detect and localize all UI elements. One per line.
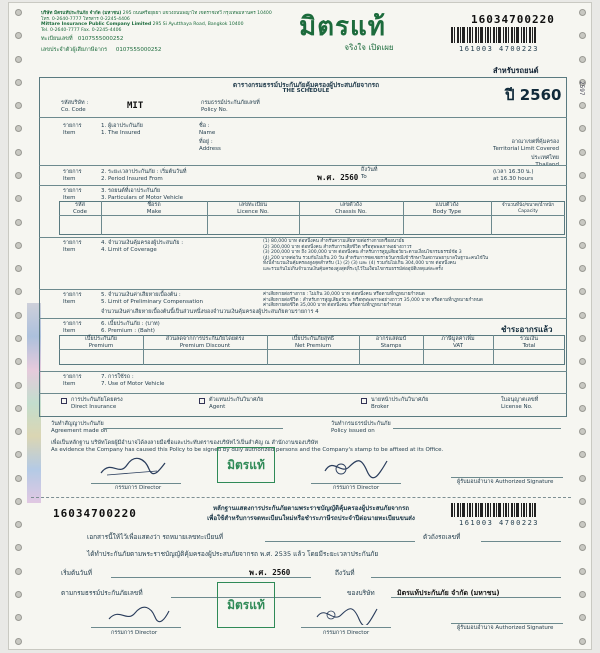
premium-col-net: เบี้ยประกันภัยสุทธิ Net Premium <box>291 336 335 349</box>
stub-from-label: เริ่มต้นวันที่ <box>61 569 93 577</box>
stub-authorized-label: ผู้รับมอบอำนาจ Authorized Signature <box>457 625 554 631</box>
vehicle-col-make: ชื่อรถ Make <box>146 202 162 215</box>
channel-broker[interactable]: นายหน้าประกันวินาศภัย Broker <box>361 397 428 411</box>
stub-line1b: ตัวถังรถเลขที่ <box>423 533 461 541</box>
director-label-2: กรรมการ Director <box>333 485 380 491</box>
item2-no: รายการ Item <box>63 169 82 182</box>
stub-line1: เอกสารนี้ให้ไว้เพื่อแสดงว่า รถหมายเลขทะเบียนที่ <box>87 533 224 541</box>
barcode-number-stub: 161003 4700223 <box>459 519 540 527</box>
director-signature-2 <box>321 453 391 481</box>
item2-label: 2. ระยะเวลาประกันภัย : เริ่มต้นวันที่ 2. Period Insured From <box>101 169 187 182</box>
schedule-year: ปี 2560 <box>505 86 562 104</box>
item2-to-label: ถึงวันที่ To <box>361 167 378 180</box>
stub-director-signature-1 <box>105 603 171 625</box>
item4-no: รายการ Item <box>63 240 82 253</box>
policy-issued-label: วันทำกรมธรรม์ประกันภัย Policy issued on <box>331 421 391 434</box>
barcode-top <box>451 27 561 43</box>
item1-address-label: ที่อยู่ : Address <box>199 139 221 152</box>
item1-name-label: ชื่อ : Name <box>199 123 216 136</box>
vehicle-col-chassis: เลขตัวถัง Chassis No. <box>335 202 367 215</box>
item2-time: (เวลา 16.30 น.) at 16.30 hours <box>493 169 534 182</box>
stub-director-signature-2 <box>313 603 379 625</box>
co-code-value: MIT <box>127 101 144 111</box>
premium-col-total: รวมเงิน Total <box>520 336 538 349</box>
vehicle-col-body: แบบตัวถัง Body Type <box>432 202 462 215</box>
schedule-title-en: THE SCHEDULE <box>282 88 330 94</box>
company-name-en: Mittare Insurance Public Company Limited <box>41 22 152 27</box>
sheet-content <box>31 7 571 647</box>
policy-number-top: 16034700220 <box>471 13 555 26</box>
license-no-label: ใบอนุญาตเลขที่ License No. <box>501 397 539 410</box>
stub-from-value: พ.ศ. 2560 <box>249 568 291 577</box>
item1-no: รายการ Item <box>63 123 82 136</box>
logo-slogan: จริงใจ เปิดเผย <box>344 43 394 52</box>
item7-no: รายการ Item <box>63 374 82 387</box>
company-header <box>41 11 291 53</box>
vehicle-col-capacity: จำนวนที่นั่ง/ขนาด/น้ำหนัก Capacity <box>501 203 555 214</box>
item4-coverage-lines: (1) 80,000 บาท ต่อหนึ่งคน สำหรับความเสียหายต่อร่างกายหรืออนามัย (2) 300,000 บาท ต่อหนึ่งคน สำหรับการเสียชีวิต หรือทุพพลภาพอย่างถาวร (3) 200,000 บาท ถึง 300,000 บาท ต่อหนึ่งคน สำหรับการสูญเสียอวัยวะตามเงื่อนไขกรมธรรม์ข้อ 3 (4) 200 บาทต่อวัน รวมกันไม่เกิน 20 วัน สำหรับการชดเชยรายวันกรณีเข้ารักษาในสถานพยาบาลในฐานะคนไข้ใน ทั้งนี้จำนวนเงินคุ้มครองสูงสุดสำหรับ (1) (2) (3) และ (4) รวมกันไม่เกิน 304,000 บาท ต่อหนึ่งคน และรวมกันไม่เกินจำนวนเงินคุ้มครองสูงสุดที่ระบุไว้ในเงื่อนไขกรมธรรม์ต่ออุบัติเหตุแต่ละครั้ง <box>263 239 489 272</box>
item3-no: รายการ Item <box>63 188 82 201</box>
perforation <box>31 497 571 498</box>
tax-label-2: เลขประจำตัวผู้เสียภาษีอากร <box>41 46 108 53</box>
tax-id: 0107555000252 <box>77 36 124 42</box>
policy-no-label: กรมธรรม์ประกันภัยเลขที่ Policy No. <box>201 100 260 113</box>
stub-company-value: มิตรแท้ประกันภัย จำกัด (มหาชน) <box>397 589 500 597</box>
item1-label: 1. ผู้เอาประกันภัย 1. The Insured <box>101 123 143 136</box>
stub-policy-label: ตามกรมธรรม์ประกันภัยเลขที่ <box>61 589 143 597</box>
company-address-th: 295 ถนนศรีอยุธยา แขวงถนนพญาไท เขตราชเทวี กรุงเทพมหานคร 10400 <box>122 11 272 16</box>
authorized-label: ผู้รับมอบอำนาจ Authorized Signature <box>457 479 554 485</box>
broker-checkbox[interactable] <box>361 398 367 404</box>
agent-checkbox[interactable] <box>199 398 205 404</box>
vehicle-col-licence: เลขทะเบียน Licence No. <box>237 202 269 215</box>
stub-line2: ได้ทำประกันภัยตามพระราชบัญญัติคุ้มครองผู้ประสบภัยจากรถ พ.ศ. 2535 แล้ว โดยมีระยะเวลาประกันภัย <box>87 550 379 558</box>
company-logo <box>299 13 419 55</box>
evidence-text: เพื่อเป็นหลักฐาน บริษัทโดยผู้มีอำนาจได้ลงลายมือชื่อและประทับตราของบริษัทไว้เป็นสำคัญ ณ สำนักงานของบริษัท As evidence the Company has caused this Policy to be signed by duly authorized persons and the Company's stamp to be affixed at its Office. <box>51 440 444 453</box>
channel-agent[interactable]: ตัวแทนประกันวินาศภัย Agent <box>199 397 263 411</box>
premium-col-vat: ภาษีมูลค่าเพิ่ม VAT <box>441 336 475 349</box>
director-signature-1 <box>97 453 167 481</box>
item2-from-value: พ.ศ. 2560 <box>317 173 359 182</box>
item3-label: 3. รถยนต์ที่เอาประกันภัย 3. Particulars of Motor Vehicle <box>101 188 184 201</box>
company-seal-1: มิตรแท้ <box>217 447 275 483</box>
item6-label: 6. เบี้ยประกันภัย : (บาท) 6. Premium : (Baht) <box>101 321 160 334</box>
stub-company-label: ของบริษัท <box>347 589 375 597</box>
stub-director-label-1: กรรมการ Director <box>111 630 158 636</box>
item4-label: 4. จำนวนเงินคุ้มครองผู้ประสบภัย : 4. Limit of Coverage <box>101 240 184 253</box>
item5-compensation-lines: ค่าเสียหายต่อร่างกาย : ไม่เกิน 30,000 บาท ต่อหนึ่งคน หรือตามที่กฎหมายกำหนด ค่าเสียหายต่อชีวิต : สำหรับการสูญเสียอวัยวะ หรือทุพพลภาพอย่างถาวร 35,000 บาท หรือตามที่กฎหมายกำหนด ค่าเสียหายต่อชีวิต 35,000 บาท ต่อหนึ่งคน หรือตามที่กฎหมายกำหนด <box>263 292 483 308</box>
stub-director-label-2: กรรมการ Director <box>323 630 370 636</box>
logo-text: มิตรแท้ <box>299 12 386 42</box>
agreement-made-label: วันทำสัญญาประกันภัย Agreement made on <box>51 421 108 434</box>
premium-col-stamps: อากรแสตมป์ Stamps <box>375 336 407 349</box>
tax-id-2: 0107555000252 <box>115 46 162 53</box>
director-label-1: กรรมการ Director <box>115 485 162 491</box>
item5-no: รายการ Item <box>63 292 82 305</box>
company-phone-th: โทร. 0-2640-7777 โทรสาร 0-2245-4406 <box>41 16 130 22</box>
tax-label: ทะเบียนเลขที่ <box>41 36 73 42</box>
left-tractor-holes <box>11 3 25 650</box>
right-tractor-holes <box>575 3 589 650</box>
item5-label: 5. จำนวนเงินค่าเสียหายเบื้องต้น : 5. Limit of Preliminary Compensation <box>101 292 203 305</box>
premium-col-premium: เบี้ยประกันภัย Premium <box>85 336 117 349</box>
company-name-th: บริษัท มิตรแท้ประกันภัย จำกัด (มหาชน) <box>41 11 122 16</box>
side-serial: 2597 <box>578 81 585 96</box>
vehicle-col-code: รหัส Code <box>72 202 88 215</box>
barcode-number-top: 161003 4700223 <box>459 45 540 53</box>
schedule-title-th: ตารางกรมธรรม์ประกันภัยคุ้มครองผู้ประสบภัยจากรถ <box>232 81 380 89</box>
barcode-stub <box>451 503 561 517</box>
stub-to-label: ถึงวันที่ <box>335 569 355 577</box>
company-address-en: 295 Si Ayutthaya Road, Bangkok 10400 <box>152 22 244 27</box>
co-code-label: รหัสบริษัท : Co. Code <box>61 100 89 113</box>
item6-no: รายการ Item <box>63 321 82 334</box>
premium-col-discount: ส่วนลดจากการประกันภัยโดยตรง Premium Discount <box>165 336 245 349</box>
company-seal-2: มิตรแท้ <box>217 582 275 628</box>
item1-territory: อาณาเขตที่คุ้มครอง Territorial Limit Covered ประเทศไทย Thailand <box>493 139 559 168</box>
for-vehicle-label: สำหรับรถยนต์ <box>493 66 539 75</box>
item5-note: จำนวนเงินค่าเสียหายเบื้องต้นนี้เป็นส่วนหนึ่งของจำนวนเงินคุ้มครองผู้ประสบภัยตามรายการ 4 <box>101 309 319 315</box>
stamp-duty-paid: ชำระอากรแล้ว <box>501 325 553 334</box>
channel-direct[interactable]: การประกันภัยโดยตรง Direct Insurance <box>61 397 123 411</box>
stub-policy-number: 16034700220 <box>53 507 137 520</box>
company-phone-en: Tel. 0-2640-7777 Fax. 0-2245-4406 <box>41 27 122 33</box>
direct-checkbox[interactable] <box>61 398 67 404</box>
policy-sheet <box>8 2 592 650</box>
stub-title: หลักฐานแสดงการประกันภัยตามพระราชบัญญัติคุ้มครองผู้ประสบภัยจากรถ เพื่อใช้สำหรับการจดทะเบียนใหม่หรือชำระภาษีรถประจำปีต่อนายทะเบียนขนส่ง <box>207 505 415 522</box>
item7-label: 7. การใช้รถ : 7. Use of Motor Vehicle <box>101 374 165 387</box>
